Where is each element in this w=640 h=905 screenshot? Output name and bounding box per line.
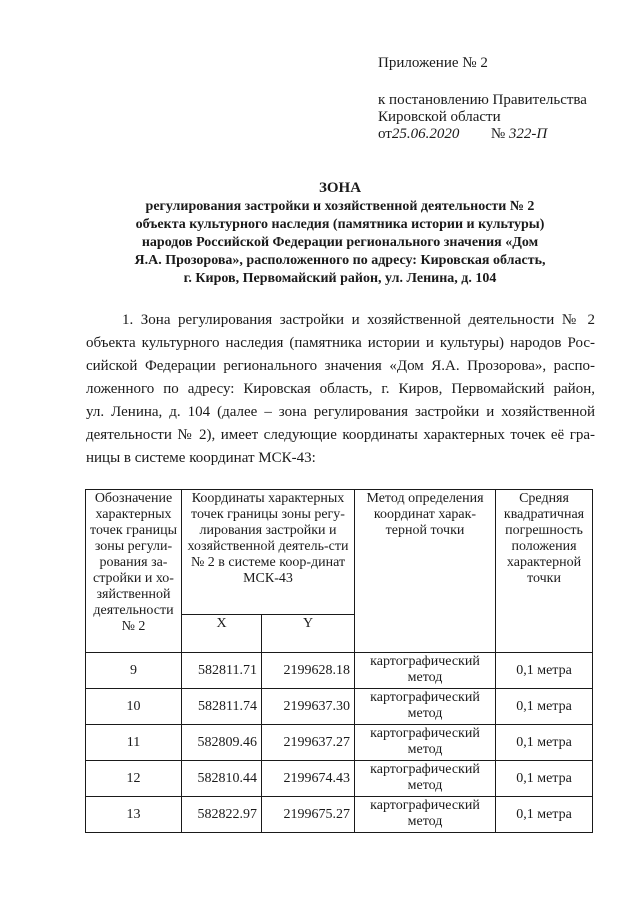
- cell-point: 11: [86, 725, 182, 761]
- appendix-label: Приложение № 2: [378, 55, 488, 71]
- resolution-label: к постановлению Правительства: [378, 92, 587, 108]
- header-x: X: [182, 615, 262, 653]
- cell-y: 2199674.43: [262, 761, 355, 797]
- paragraph-line: сийской Федерации регионального значения «Дом Я.А. Прозорова», распо-: [86, 358, 595, 374]
- cell-y: 2199675.27: [262, 797, 355, 833]
- cell-method: картографический метод: [355, 761, 496, 797]
- header-coordinates: Координаты характерных точек границы зоны регу-лирования застройки и хозяйственной деятель-сти № 2 в системе коор-динат МСК-43: [182, 490, 355, 615]
- table-row: [86, 761, 593, 797]
- title-line: г. Киров, Первомайский район, ул. Ленина, д. 104: [183, 271, 497, 286]
- cell-method: картографический метод: [355, 797, 496, 833]
- cell-error: 0,1 метра: [496, 797, 593, 833]
- paragraph-line: ницы в системе координат МСК-43:: [86, 450, 316, 466]
- title-line: объекта культурного наследия (памятника истории и культуры): [135, 217, 545, 232]
- resolution-number: 322-П: [508, 126, 548, 142]
- table-row: [86, 653, 593, 689]
- table-header-row: [86, 490, 593, 615]
- title-line: Я.А. Прозорова», расположенного по адресу: Кировская область,: [134, 253, 546, 268]
- cell-error: 0,1 метра: [496, 761, 593, 797]
- number-label: №: [490, 126, 506, 142]
- paragraph-line: деятельности № 2), имеет следующие координаты характерных точек её гра-: [86, 427, 595, 443]
- cell-point: 13: [86, 797, 182, 833]
- cell-point: 12: [86, 761, 182, 797]
- cell-error: 0,1 метра: [496, 725, 593, 761]
- body-paragraph: [86, 309, 595, 470]
- cell-x: 582822.97: [182, 797, 262, 833]
- paragraph-line: 1. Зона регулирования застройки и хозяйственной деятельности № 2: [122, 312, 595, 328]
- region-label: Кировской области: [378, 109, 501, 125]
- table-row: [86, 797, 593, 833]
- paragraph-line: объекта культурного наследия (памятника истории и культуры) народов Рос-: [86, 335, 595, 351]
- cell-method: картографический метод: [355, 653, 496, 689]
- table-row: [86, 725, 593, 761]
- cell-x: 582811.71: [182, 653, 262, 689]
- paragraph-line: ул. Ленина, д. 104 (далее – зона регулирования застройки и хозяйственной: [86, 404, 595, 420]
- cell-method: картографический метод: [355, 689, 496, 725]
- header-y: Y: [262, 615, 355, 653]
- table-row: [86, 689, 593, 725]
- from-label: от: [378, 126, 392, 142]
- title-heading: ЗОНА: [318, 180, 362, 196]
- cell-point: 9: [86, 653, 182, 689]
- cell-x: 582810.44: [182, 761, 262, 797]
- cell-y: 2199628.18: [262, 653, 355, 689]
- cell-x: 582811.74: [182, 689, 262, 725]
- title-line: народов Российской Федерации регионального значения «Дом: [141, 235, 539, 250]
- cell-method: картографический метод: [355, 725, 496, 761]
- cell-y: 2199637.30: [262, 689, 355, 725]
- cell-y: 2199637.27: [262, 725, 355, 761]
- paragraph-line: ложенного по адресу: Кировская область, г. Киров, Первомайский район,: [86, 381, 595, 397]
- coordinates-table: [85, 489, 593, 833]
- resolution-date-line: [378, 125, 547, 143]
- header-error: Средняя квадратичная погрешность положения характерной точки: [496, 490, 593, 653]
- cell-error: 0,1 метра: [496, 653, 593, 689]
- header-point-designation: Обозначение характерных точек границы зоны регули-рования за-стройки и хо-зяйственной деятельности № 2: [86, 490, 182, 653]
- cell-error: 0,1 метра: [496, 689, 593, 725]
- title-line: регулирования застройки и хозяйственной деятельности № 2: [145, 199, 535, 214]
- document-title: [60, 179, 620, 288]
- cell-point: 10: [86, 689, 182, 725]
- resolution-date: 25.06.2020: [391, 126, 460, 142]
- cell-x: 582809.46: [182, 725, 262, 761]
- header-method: Метод определения координат харак-терной точки: [355, 490, 496, 653]
